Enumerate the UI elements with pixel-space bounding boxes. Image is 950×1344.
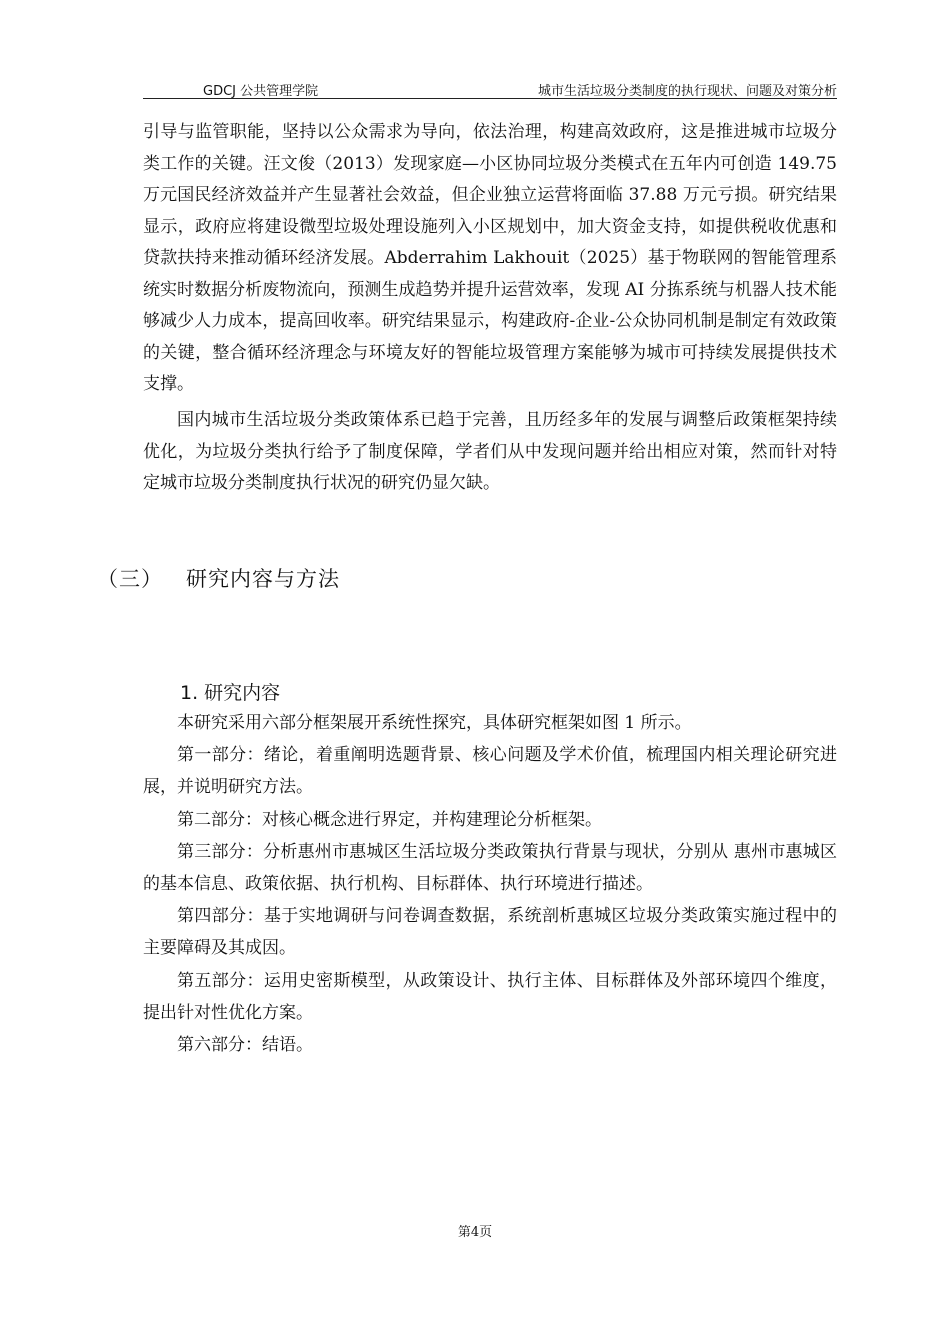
content-paragraph: 本研究采用六部分框架展开系统性探究，具体研究框架如图 1 所示。 xyxy=(177,713,692,733)
content-paragraph: 第四部分：基于实地调研与问卷调查数据，系统剖析惠城区垃圾分类政策实施过程中的主要障碍及其成因。 xyxy=(143,906,837,959)
page-number: 第4页 xyxy=(457,1225,493,1240)
subsection-heading: 1. 研究内容 xyxy=(180,682,281,704)
body-paragraph xyxy=(143,405,837,500)
paragraph-text: 引导与监管职能，坚持以公众需求为导向，依法治理，构建高效政府，这是推进城市垃圾分类工作的关键。汪文俊（2013）发现家庭—小区协同垃圾分类模式在五年内可创造 149.75 万元国民经济效益并产生显著社会效益，但企业独立运营将面临 37.88 万元亏损。研究结果显示，政府应将建设微型垃圾处理设施列入小区规划中，加大资金支持，如提供税收优惠和贷款扶持来推动循环经济发展。Abderrahim Lakhouit（2025）基于物联网的智能管理系统实时数据分析废物流向，预测生成趋势并提升运营效率，发现 AI 分拣系统与机器人技术能够减少人力成本，提高回收率。研究结果显示，构建政府-企业-公众协同机制是制定有效政策的关键，整合循环经济理念与环境友好的智能垃圾管理方案能够为城市可持续发展提供技术支撑。 xyxy=(143,122,837,394)
content-paragraph: 第六部分：结语。 xyxy=(177,1035,313,1056)
paragraph-text: 国内城市生活垃圾分类政策体系已趋于完善，且历经多年的发展与调整后政策框架持续优化，为垃圾分类执行给予了制度保障，学者们从中发现问题并给出相应对策，然而针对特定城市垃圾分类制度执行状况的研究仍显欠缺。 xyxy=(143,410,837,493)
page-header xyxy=(143,80,837,99)
body-paragraph xyxy=(143,117,837,401)
header-school: GDCJ 公共管理学院 xyxy=(203,84,319,99)
section-heading: （三） 研究内容与方法 xyxy=(97,567,341,591)
content-paragraph: 第五部分：运用史密斯模型，从政策设计、执行主体、目标群体及外部环境四个维度，提出针对性优化方案。 xyxy=(143,970,837,1023)
content-paragraph: 第三部分：分析惠州市惠城区生活垃圾分类政策执行背景与现状，分别从 惠州市惠城区的基本信息、政策依据、执行机构、目标群体、执行环境进行描述。 xyxy=(143,841,837,895)
content-paragraph: 第二部分：对核心概念进行界定，并构建理论分析框架。 xyxy=(177,809,602,830)
header-title: 城市生活垃圾分类制度的执行现状、问题及对策分析 xyxy=(537,84,837,99)
content-paragraph: 第一部分：绪论，着重阐明选题背景、核心问题及学术价值，梳理国内相关理论研究进展，并说明研究方法。 xyxy=(143,745,837,798)
research-content xyxy=(143,707,837,1061)
